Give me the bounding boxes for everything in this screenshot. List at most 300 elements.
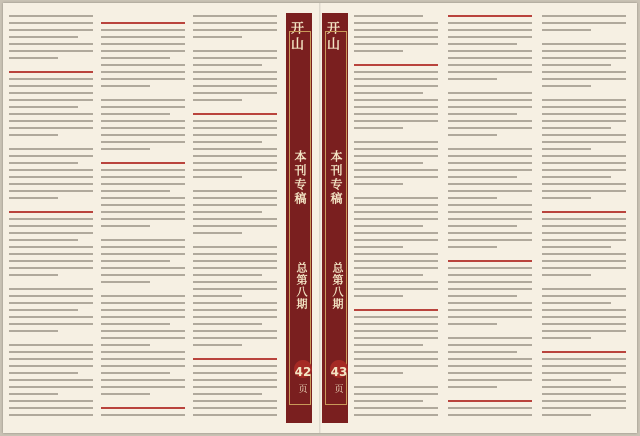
text-line-placeholder xyxy=(193,330,277,332)
text-line-placeholder xyxy=(9,393,58,395)
text-line-placeholder xyxy=(9,400,93,402)
text-line-placeholder xyxy=(448,183,532,185)
text-line-placeholder xyxy=(448,260,532,262)
text-line-placeholder xyxy=(9,323,93,325)
text-line-placeholder xyxy=(542,295,626,297)
text-line-placeholder xyxy=(354,190,438,197)
text-line-placeholder xyxy=(101,169,185,171)
text-line-placeholder xyxy=(101,302,185,304)
text-line-placeholder xyxy=(448,127,532,129)
text-line-placeholder xyxy=(101,316,185,318)
text-line-placeholder xyxy=(101,232,185,239)
text-line-placeholder xyxy=(542,323,626,325)
text-line-placeholder xyxy=(354,323,438,325)
text-line-placeholder xyxy=(354,162,423,164)
left-page-number: 42 xyxy=(294,365,312,379)
text-line-placeholder xyxy=(9,379,93,381)
text-line-placeholder xyxy=(448,337,532,339)
text-line-placeholder xyxy=(448,267,532,269)
text-line-placeholder xyxy=(9,386,93,388)
text-line-placeholder xyxy=(193,120,277,122)
text-line-placeholder xyxy=(193,155,277,157)
right-body-text xyxy=(354,15,631,421)
text-line-placeholder xyxy=(542,211,626,213)
text-line-placeholder xyxy=(193,211,262,213)
text-line-placeholder xyxy=(354,337,438,339)
text-line-placeholder xyxy=(193,309,277,311)
right-band-title: 本刊专稿 xyxy=(329,150,343,206)
text-line-placeholder xyxy=(354,295,403,297)
text-line-placeholder xyxy=(542,393,626,395)
text-line-placeholder xyxy=(193,337,277,339)
text-line-placeholder xyxy=(193,246,277,248)
text-line-placeholder xyxy=(101,71,185,73)
text-line-placeholder xyxy=(354,183,403,185)
text-line-placeholder xyxy=(354,365,438,367)
text-line-placeholder xyxy=(448,43,517,45)
text-line-placeholder xyxy=(193,288,277,290)
text-line-placeholder xyxy=(354,281,438,283)
left-text-column-1 xyxy=(9,15,93,421)
text-line-placeholder xyxy=(101,162,185,164)
text-line-placeholder xyxy=(542,190,626,192)
text-line-placeholder xyxy=(101,29,185,31)
text-line-placeholder xyxy=(101,78,185,80)
text-line-placeholder xyxy=(9,204,93,211)
text-line-placeholder xyxy=(448,36,532,38)
text-line-placeholder xyxy=(193,253,277,255)
text-line-placeholder xyxy=(9,309,78,311)
text-line-placeholder xyxy=(354,351,438,353)
text-line-placeholder xyxy=(448,365,532,367)
magazine-spread xyxy=(3,3,637,433)
text-line-placeholder xyxy=(101,260,170,262)
text-line-placeholder xyxy=(101,15,185,22)
text-line-placeholder xyxy=(101,134,185,136)
text-line-placeholder xyxy=(542,309,626,311)
text-line-placeholder xyxy=(542,372,626,374)
text-line-placeholder xyxy=(193,358,277,360)
text-line-placeholder xyxy=(354,225,423,227)
text-line-placeholder xyxy=(354,43,438,45)
text-line-placeholder xyxy=(542,365,626,367)
text-line-placeholder xyxy=(354,379,438,386)
text-line-placeholder xyxy=(448,29,532,31)
text-line-placeholder xyxy=(193,225,277,227)
text-line-placeholder xyxy=(354,29,438,31)
text-line-placeholder xyxy=(9,358,93,360)
text-line-placeholder xyxy=(354,239,438,241)
text-line-placeholder xyxy=(9,281,93,288)
text-line-placeholder xyxy=(542,183,626,185)
right-band-frame xyxy=(325,31,347,405)
text-line-placeholder xyxy=(101,92,185,99)
text-line-placeholder xyxy=(542,148,591,150)
left-band-brand: 开山 xyxy=(288,21,303,53)
text-line-placeholder xyxy=(9,29,93,31)
text-line-placeholder xyxy=(354,204,438,206)
text-line-placeholder xyxy=(354,330,438,332)
text-line-placeholder xyxy=(9,183,93,185)
text-line-placeholder xyxy=(354,99,438,101)
text-line-placeholder xyxy=(448,176,517,178)
text-line-placeholder xyxy=(354,232,438,234)
text-line-placeholder xyxy=(9,134,58,136)
text-line-placeholder xyxy=(448,246,497,248)
text-line-placeholder xyxy=(101,64,185,66)
text-line-placeholder xyxy=(193,204,277,206)
text-line-placeholder xyxy=(354,372,403,374)
text-line-placeholder xyxy=(448,71,532,73)
text-line-placeholder xyxy=(542,316,626,318)
text-line-placeholder xyxy=(101,393,150,395)
text-line-placeholder xyxy=(354,15,423,17)
text-line-placeholder xyxy=(542,204,626,211)
text-line-placeholder xyxy=(354,106,438,108)
text-line-placeholder xyxy=(101,218,185,220)
text-line-placeholder xyxy=(448,288,532,290)
right-page-unit: 页 xyxy=(334,385,344,395)
text-line-placeholder xyxy=(448,15,532,17)
text-line-placeholder xyxy=(9,106,78,108)
text-line-placeholder xyxy=(193,379,277,381)
text-line-placeholder xyxy=(9,190,93,192)
text-line-placeholder xyxy=(101,57,170,59)
text-line-placeholder xyxy=(542,50,626,52)
text-line-placeholder xyxy=(354,57,438,64)
left-band-title: 本刊专稿 xyxy=(293,150,307,206)
text-line-placeholder xyxy=(354,71,438,73)
text-line-placeholder xyxy=(354,78,438,80)
text-line-placeholder xyxy=(448,323,497,325)
text-line-placeholder xyxy=(542,127,611,129)
text-line-placeholder xyxy=(448,120,532,122)
text-line-placeholder xyxy=(193,64,262,66)
text-line-placeholder xyxy=(193,302,277,304)
text-line-placeholder xyxy=(9,246,93,248)
text-line-placeholder xyxy=(9,253,93,255)
text-line-placeholder xyxy=(9,85,93,87)
text-line-placeholder xyxy=(101,113,170,115)
text-line-placeholder xyxy=(354,176,438,178)
text-line-placeholder xyxy=(448,400,532,402)
text-line-placeholder xyxy=(101,407,185,409)
text-line-placeholder xyxy=(9,120,93,122)
text-line-placeholder xyxy=(9,99,93,101)
text-line-placeholder xyxy=(101,386,185,388)
text-line-placeholder xyxy=(101,36,185,38)
text-line-placeholder xyxy=(354,85,438,87)
text-line-placeholder xyxy=(448,190,532,192)
text-line-placeholder xyxy=(448,148,532,150)
text-line-placeholder xyxy=(9,64,93,71)
text-line-placeholder xyxy=(354,169,438,171)
text-line-placeholder xyxy=(9,344,93,346)
text-line-placeholder xyxy=(354,50,403,52)
text-line-placeholder xyxy=(9,71,93,73)
text-line-placeholder xyxy=(542,274,591,276)
text-line-placeholder xyxy=(193,113,277,115)
text-line-placeholder xyxy=(448,155,532,157)
text-line-placeholder xyxy=(9,176,93,178)
text-line-placeholder xyxy=(9,148,93,150)
text-line-placeholder xyxy=(193,50,277,52)
text-line-placeholder xyxy=(354,113,438,115)
text-line-placeholder xyxy=(9,407,93,409)
text-line-placeholder xyxy=(542,281,626,288)
text-line-placeholder xyxy=(9,43,93,45)
text-line-placeholder xyxy=(9,218,93,220)
text-line-placeholder xyxy=(354,358,438,360)
text-line-placeholder xyxy=(448,253,532,260)
text-line-placeholder xyxy=(101,190,170,192)
text-line-placeholder xyxy=(354,155,438,157)
text-line-placeholder xyxy=(9,22,93,24)
text-line-placeholder xyxy=(193,134,277,136)
text-line-placeholder xyxy=(193,99,242,101)
text-line-placeholder xyxy=(448,78,497,80)
text-line-placeholder xyxy=(193,92,277,94)
text-line-placeholder xyxy=(354,92,423,94)
text-line-placeholder xyxy=(9,295,93,297)
text-line-placeholder xyxy=(354,267,438,269)
text-line-placeholder xyxy=(9,316,93,318)
text-line-placeholder xyxy=(448,309,532,311)
text-line-placeholder xyxy=(542,232,626,234)
text-line-placeholder xyxy=(101,43,185,45)
text-line-placeholder xyxy=(354,127,403,129)
text-line-placeholder xyxy=(354,316,438,318)
text-line-placeholder xyxy=(542,302,611,304)
text-line-placeholder xyxy=(9,274,58,276)
text-line-placeholder xyxy=(9,211,93,213)
text-line-placeholder xyxy=(9,141,93,148)
text-line-placeholder xyxy=(101,197,185,199)
text-line-placeholder xyxy=(193,295,242,297)
text-line-placeholder xyxy=(101,414,185,416)
text-line-placeholder xyxy=(542,351,626,353)
text-line-placeholder xyxy=(9,155,93,157)
text-line-placeholder xyxy=(542,92,626,99)
right-band-brand: 开山 xyxy=(324,21,339,53)
text-line-placeholder xyxy=(542,239,626,241)
text-line-placeholder xyxy=(448,162,532,164)
right-band-issue: 总第八期 xyxy=(331,262,344,310)
text-line-placeholder xyxy=(193,36,242,38)
text-line-placeholder xyxy=(354,407,438,409)
text-line-placeholder xyxy=(354,64,438,66)
text-line-placeholder xyxy=(101,85,150,87)
text-line-placeholder xyxy=(193,274,262,276)
text-line-placeholder xyxy=(354,309,438,311)
text-line-placeholder xyxy=(101,155,185,162)
text-line-placeholder xyxy=(101,246,185,248)
text-line-placeholder xyxy=(448,351,517,353)
text-line-placeholder xyxy=(448,218,532,220)
text-line-placeholder xyxy=(448,330,532,337)
text-line-placeholder xyxy=(354,260,438,262)
text-line-placeholder xyxy=(193,323,262,325)
text-line-placeholder xyxy=(542,253,626,255)
text-line-placeholder xyxy=(448,85,532,92)
text-line-placeholder xyxy=(193,400,277,402)
text-line-placeholder xyxy=(448,113,517,115)
text-line-placeholder xyxy=(193,78,277,80)
text-line-placeholder xyxy=(193,176,242,178)
text-line-placeholder xyxy=(101,22,185,24)
left-body-text xyxy=(9,15,284,421)
text-line-placeholder xyxy=(9,169,93,171)
text-line-placeholder xyxy=(101,295,185,297)
text-line-placeholder xyxy=(448,295,517,297)
text-line-placeholder xyxy=(101,323,170,325)
text-line-placeholder xyxy=(354,288,438,290)
text-line-placeholder xyxy=(542,106,626,108)
text-line-placeholder xyxy=(193,127,277,129)
text-line-placeholder xyxy=(9,36,78,38)
text-line-placeholder xyxy=(9,57,58,59)
text-line-placeholder xyxy=(193,15,277,17)
text-line-placeholder xyxy=(193,85,277,87)
text-line-placeholder xyxy=(101,106,185,108)
text-line-placeholder xyxy=(193,190,277,192)
text-line-placeholder xyxy=(354,393,438,395)
text-line-placeholder xyxy=(354,120,438,122)
text-line-placeholder xyxy=(9,113,93,115)
text-line-placeholder xyxy=(101,274,185,276)
text-line-placeholder xyxy=(354,141,438,143)
text-line-placeholder xyxy=(542,246,611,248)
text-line-placeholder xyxy=(9,414,93,416)
right-text-column-2 xyxy=(448,15,532,421)
text-line-placeholder xyxy=(193,148,277,150)
text-line-placeholder xyxy=(448,316,532,318)
left-page-unit: 页 xyxy=(298,385,308,395)
text-line-placeholder xyxy=(448,414,532,416)
text-line-placeholder xyxy=(542,176,611,178)
text-line-placeholder xyxy=(193,57,277,59)
text-line-placeholder xyxy=(101,372,170,374)
text-line-placeholder xyxy=(9,260,93,262)
text-line-placeholder xyxy=(542,78,626,80)
text-line-placeholder xyxy=(193,267,277,269)
text-line-placeholder xyxy=(354,197,438,199)
text-line-placeholder xyxy=(448,141,532,148)
text-line-placeholder xyxy=(354,134,438,141)
text-line-placeholder xyxy=(193,260,277,262)
text-line-placeholder xyxy=(101,288,185,295)
text-line-placeholder xyxy=(9,365,93,367)
text-line-placeholder xyxy=(542,337,591,339)
text-line-placeholder xyxy=(448,239,532,241)
text-line-placeholder xyxy=(448,197,497,199)
text-line-placeholder xyxy=(448,274,532,276)
text-line-placeholder xyxy=(193,393,262,395)
text-line-placeholder xyxy=(542,29,591,31)
text-line-placeholder xyxy=(448,386,497,388)
text-line-placeholder xyxy=(193,22,277,24)
text-line-placeholder xyxy=(101,365,185,367)
text-line-placeholder xyxy=(9,267,93,269)
text-line-placeholder xyxy=(448,407,532,409)
text-line-placeholder xyxy=(542,225,626,227)
text-line-placeholder xyxy=(9,351,93,353)
text-line-placeholder xyxy=(542,379,611,381)
text-line-placeholder xyxy=(354,148,438,150)
text-line-placeholder xyxy=(542,99,626,101)
text-line-placeholder xyxy=(193,372,277,374)
text-line-placeholder xyxy=(193,316,277,318)
text-line-placeholder xyxy=(193,414,277,416)
text-line-placeholder xyxy=(193,141,262,143)
left-band-frame xyxy=(289,31,311,405)
text-line-placeholder xyxy=(448,22,532,24)
text-line-placeholder xyxy=(9,330,58,332)
text-line-placeholder xyxy=(101,50,185,52)
text-line-placeholder xyxy=(448,281,532,283)
text-line-placeholder xyxy=(193,232,242,234)
text-line-placeholder xyxy=(354,36,438,38)
text-line-placeholder xyxy=(448,302,532,304)
text-line-placeholder xyxy=(101,204,185,206)
right-page-number: 43 xyxy=(330,365,348,379)
left-header-band xyxy=(286,13,312,423)
text-line-placeholder xyxy=(101,379,185,381)
left-band-issue: 总第八期 xyxy=(295,262,308,310)
text-line-placeholder xyxy=(542,36,626,43)
text-line-placeholder xyxy=(448,344,532,346)
text-line-placeholder xyxy=(193,218,277,220)
text-line-placeholder xyxy=(448,379,532,381)
text-line-placeholder xyxy=(9,127,93,129)
text-line-placeholder xyxy=(101,99,185,101)
text-line-placeholder xyxy=(193,281,277,283)
text-line-placeholder xyxy=(354,22,438,24)
text-line-placeholder xyxy=(542,358,626,360)
text-line-placeholder xyxy=(193,351,277,358)
text-line-placeholder xyxy=(193,183,277,190)
text-line-placeholder xyxy=(354,246,403,248)
text-line-placeholder xyxy=(354,253,438,255)
text-line-placeholder xyxy=(542,197,591,199)
text-line-placeholder xyxy=(9,302,93,304)
text-line-placeholder xyxy=(542,113,626,115)
text-line-placeholder xyxy=(193,106,277,113)
text-line-placeholder xyxy=(354,211,438,213)
text-line-placeholder xyxy=(448,57,532,59)
text-line-placeholder xyxy=(101,176,185,178)
text-line-placeholder xyxy=(193,197,277,199)
text-line-placeholder xyxy=(193,407,277,409)
text-line-placeholder xyxy=(354,302,438,309)
text-line-placeholder xyxy=(101,239,185,241)
text-line-placeholder xyxy=(542,134,626,136)
text-line-placeholder xyxy=(9,78,93,80)
text-line-placeholder xyxy=(354,344,423,346)
text-line-placeholder xyxy=(448,106,532,108)
text-line-placeholder xyxy=(448,134,497,136)
text-line-placeholder xyxy=(542,414,591,416)
text-line-placeholder xyxy=(9,15,93,17)
text-line-placeholder xyxy=(101,225,150,227)
text-line-placeholder xyxy=(542,85,591,87)
text-line-placeholder xyxy=(542,57,626,59)
text-line-placeholder xyxy=(448,211,532,213)
text-line-placeholder xyxy=(193,43,277,50)
text-line-placeholder xyxy=(542,260,626,262)
text-line-placeholder xyxy=(101,183,185,185)
text-line-placeholder xyxy=(542,218,626,220)
